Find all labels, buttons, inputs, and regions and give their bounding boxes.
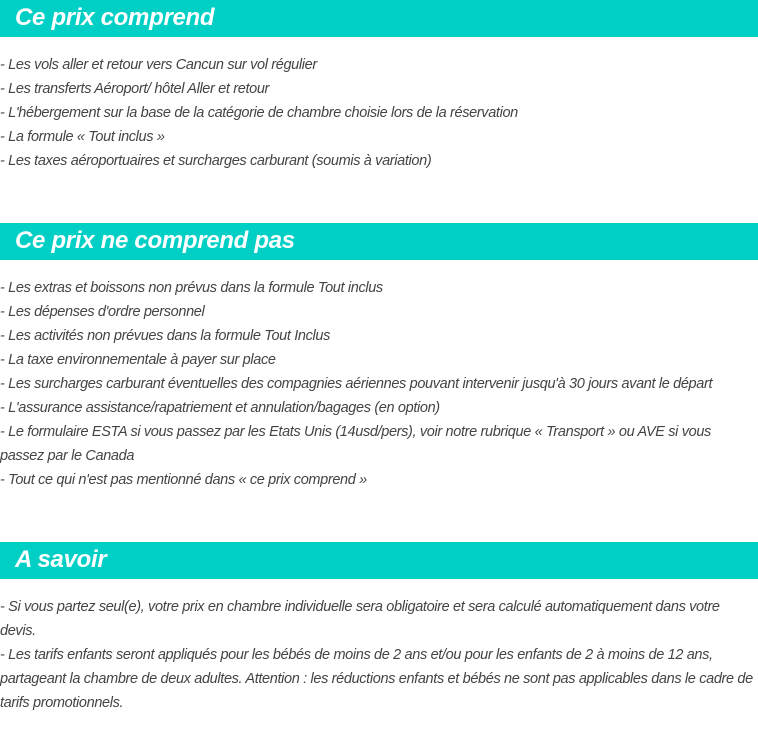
list-item: - Tout ce qui n'est pas mentionné dans « ce prix comprend »: [0, 472, 367, 488]
section-header: [0, 223, 758, 260]
section-header: [0, 0, 758, 37]
list-item: - Les activités non prévues dans la formule Tout Inclus: [0, 328, 331, 344]
section-price-excludes: [0, 223, 758, 492]
list-item: - L'hébergement sur la base de la catégorie de chambre choisie lors de la réservation: [0, 105, 518, 121]
list-item: - Les dépenses d'ordre personnel: [0, 304, 205, 320]
list-item: - La formule « Tout inclus »: [0, 129, 165, 145]
section-good-to-know: [0, 542, 758, 715]
section-price-includes: [0, 0, 758, 173]
section-body: [0, 260, 758, 492]
list-item: - Les surcharges carburant éventuelles des compagnies aériennes pouvant intervenir jusqu'à 30 jours avant le départ: [0, 376, 713, 392]
list-item: - Si vous partez seul(e), votre prix en chambre individuelle sera obligatoire et sera calculé automatiquement dans votre devis.: [0, 599, 720, 639]
section-title: Ce prix ne comprend pas: [15, 227, 295, 254]
list-item: - Les tarifs enfants seront appliqués pour les bébés de moins de 2 ans et/ou pour les enfants de 2 à moins de 12 ans, partageant la chambre de deux adultes. Attention : les réductions enfants et bébés ne sont pas applicables dans le cadre de tarifs promotionnels.: [0, 647, 753, 711]
section-title: Ce prix comprend: [15, 4, 215, 31]
list-item: - Le formulaire ESTA si vous passez par les Etats Unis (14usd/pers), voir notre rubrique « Transport » ou AVE si vous passez par le Canada: [0, 424, 711, 464]
list-item: - Les extras et boissons non prévus dans la formule Tout inclus: [0, 280, 383, 296]
section-body: [0, 37, 758, 173]
list-item: - La taxe environnementale à payer sur place: [0, 352, 276, 368]
list-item: - Les taxes aéroportuaires et surcharges carburant (soumis à variation): [0, 153, 432, 169]
section-title: A savoir: [15, 546, 107, 573]
list-item: - Les vols aller et retour vers Cancun sur vol régulier: [0, 57, 317, 73]
section-body: [0, 579, 758, 715]
list-item: - Les transferts Aéroport/ hôtel Aller et retour: [0, 81, 270, 97]
section-header: [0, 542, 758, 579]
list-item: - L'assurance assistance/rapatriement et annulation/bagages (en option): [0, 400, 440, 416]
